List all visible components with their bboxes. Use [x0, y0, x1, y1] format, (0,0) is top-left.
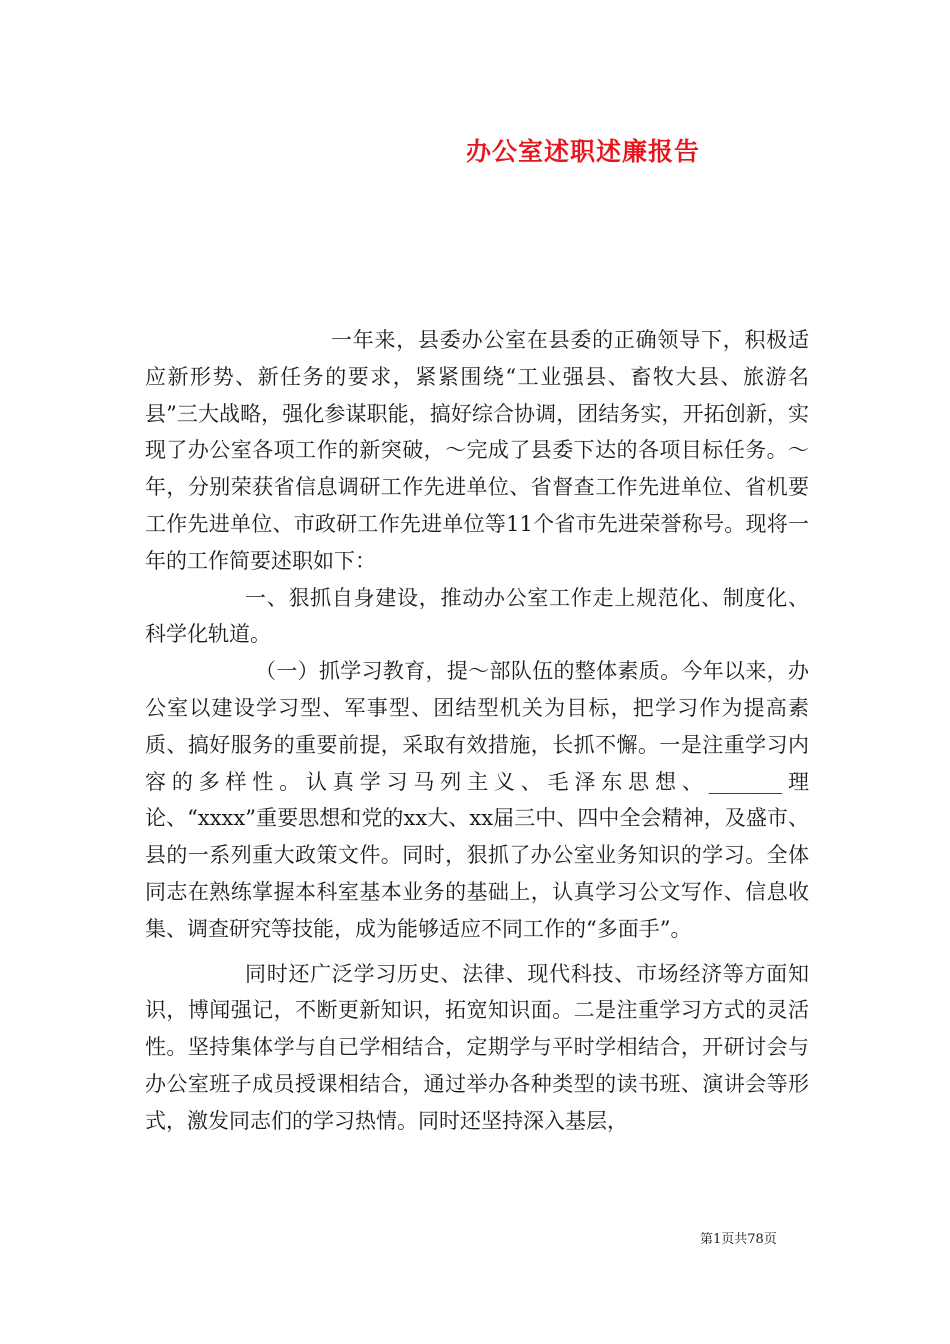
document-title: 办公室述职述廉报告 [465, 137, 700, 166]
paragraph-section-heading: 一、狠抓自身建设，推动办公室工作走上规范化、制度化、科学化轨道。 [145, 585, 809, 647]
paragraph-subsection-study: （一）抓学习教育，提～部队伍的整体素质。今年以来，办公室以建设学习型、军事型、团结型机关为目标，把学习作为提高素质、搞好服务的重要前提，采取有效措施，长抓不懈。一是注重学习内容的多样性。认真学习马列主义、毛泽东思想、_______理论、“xxxx”重要思想和党的xx大、xx届三中、四中全会精神，及盛市、县的一系列重大政策文件。同时，狠抓了办公室业务知识的学习。全体同志在熟练掌握本科室基本业务的基础上，认真学习公文写作、信息收集、调查研究等技能，成为能够适应不同工作的“多面手”。 [145, 659, 809, 941]
document-body [145, 322, 809, 1140]
page-number-footer: 第1页共78页 [700, 1232, 777, 1247]
paragraph-study-continued: 同时还广泛学习历史、法律、现代科技、市场经济等方面知识，博闻强记，不断更新知识，拓宽知识面。二是注重学习方式的灵活性。坚持集体学与自已学相结合，定期学与平时学相结合，开研讨会与办公室班子成员授课相结合，通过举办各种类型的读书班、演讲会等形式，激发同志们的学习热情。同时还坚持深入基层， [145, 961, 809, 1133]
paragraph-intro: 一年来，县委办公室在县委的正确领导下，积极适应新形势、新任务的要求，紧紧围绕“工业强县、畜牧大县、旅游名县”三大战略，强化参谋职能，搞好综合协调，团结务实，开拓创新，实现了办公室各项工作的新突破，～完成了县委下达的各项目标任务。～年，分别荣获省信息调研工作先进单位、省督查工作先进单位、省机要工作先进单位、市政研工作先进单位等11个省市先进荣誉称号。现将一年的工作简要述职如下： [145, 328, 809, 573]
